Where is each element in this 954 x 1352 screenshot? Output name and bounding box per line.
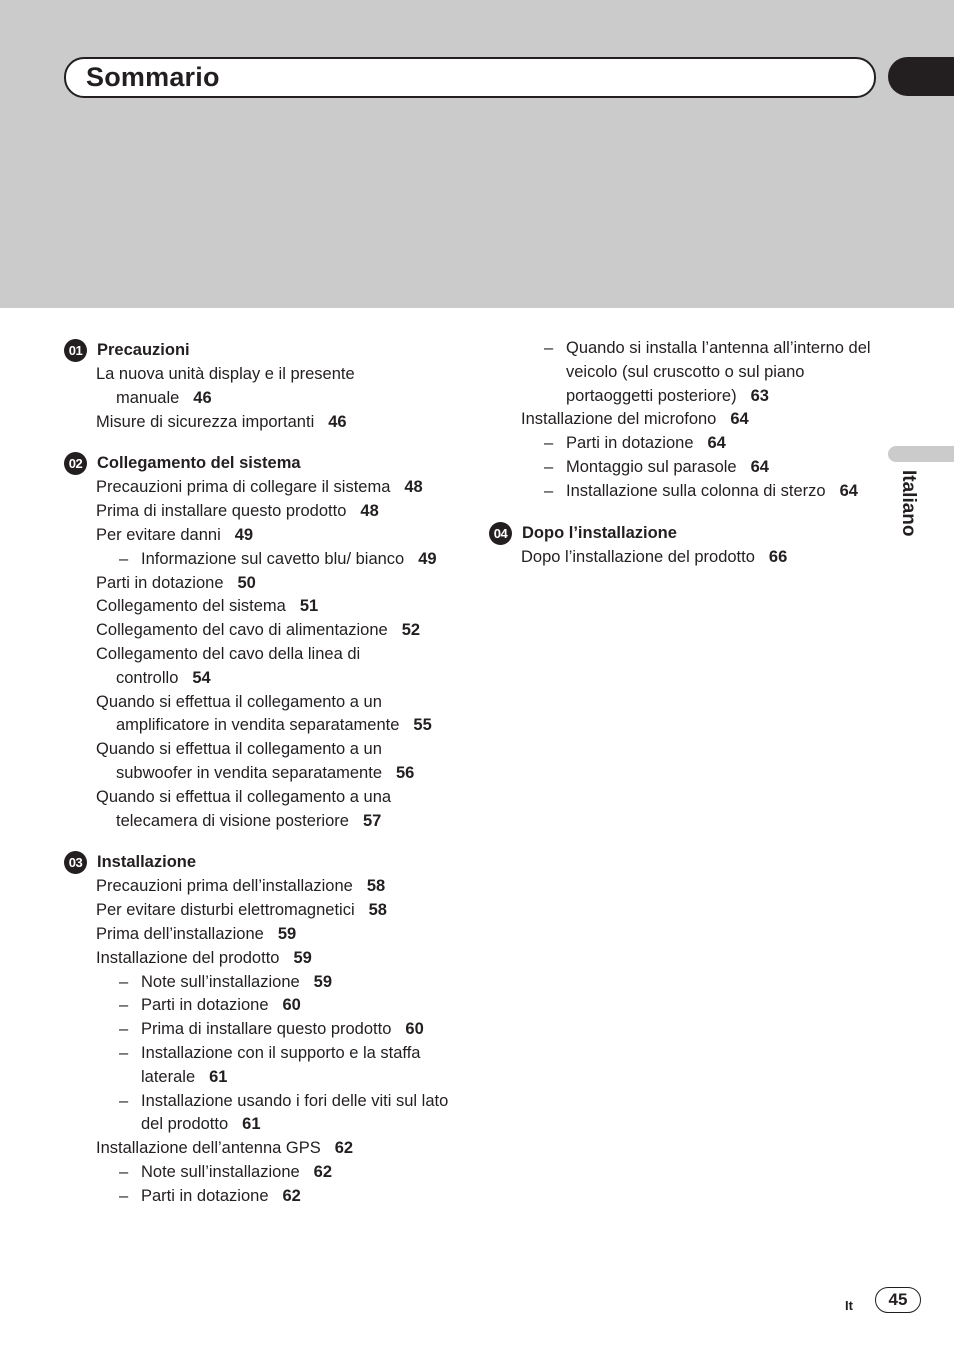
entry-page-number: 49 bbox=[234, 525, 254, 544]
toc-entry[interactable] bbox=[64, 923, 454, 947]
entry-page-number: 64 bbox=[839, 481, 858, 500]
toc-section bbox=[489, 337, 879, 504]
entry-text: Quando si effettua il collegamento a una telecamera di visione posteriore bbox=[96, 787, 392, 830]
entry-page-number: 63 bbox=[750, 386, 769, 405]
entry-page-number: 48 bbox=[360, 502, 379, 521]
entry-text: Collegamento del cavo di alimentazione bbox=[96, 621, 388, 640]
entry-text: Installazione con il supporto e la staffa laterale bbox=[141, 1043, 421, 1086]
entry-page-number: 46 bbox=[328, 412, 347, 431]
dash-bullet: – bbox=[544, 457, 554, 476]
section-number-badge: 01 bbox=[64, 339, 87, 362]
toc-entry[interactable] bbox=[64, 524, 454, 548]
entry-page-number: 60 bbox=[405, 1020, 424, 1039]
toc-section bbox=[64, 337, 454, 434]
entry-page-number: 62 bbox=[313, 1162, 333, 1181]
entry-page-number: 46 bbox=[193, 388, 212, 407]
toc-entry[interactable] bbox=[489, 456, 879, 480]
section-heading[interactable] bbox=[64, 450, 454, 476]
toc-entry[interactable] bbox=[64, 994, 454, 1018]
entry-page-number: 59 bbox=[293, 948, 312, 967]
dash-bullet: – bbox=[119, 1186, 129, 1205]
entry-text: Quando si installa l’antenna all’interno del veicolo (sul cruscotto o sul piano portaoggetti posteriore) bbox=[566, 339, 871, 405]
toc-section bbox=[64, 450, 454, 833]
toc-entry[interactable] bbox=[64, 1090, 454, 1138]
toc-entry[interactable] bbox=[64, 643, 454, 691]
entry-page-number: 59 bbox=[313, 972, 333, 991]
language-label: Italiano bbox=[898, 470, 919, 537]
toc-entry[interactable] bbox=[64, 363, 454, 411]
language-tab bbox=[888, 446, 954, 462]
entry-page-number: 64 bbox=[730, 410, 749, 429]
dash-bullet: – bbox=[119, 549, 129, 568]
entry-text: Parti in dotazione bbox=[141, 1186, 269, 1205]
entry-text: Note sull’installazione bbox=[141, 1162, 300, 1181]
entry-text: Quando si effettua il collegamento a un subwoofer in vendita separatamente bbox=[96, 740, 382, 782]
entry-text: Prima dell’installazione bbox=[96, 924, 264, 943]
dash-bullet: – bbox=[119, 1091, 129, 1110]
toc-entry[interactable] bbox=[64, 1161, 454, 1185]
toc-entry[interactable] bbox=[64, 691, 454, 739]
entry-text: Note sull’installazione bbox=[141, 972, 300, 991]
entry-text: Parti in dotazione bbox=[566, 434, 694, 453]
entry-text: Per evitare disturbi elettromagnetici bbox=[96, 901, 355, 920]
toc-entry[interactable] bbox=[64, 1185, 454, 1209]
dash-bullet: – bbox=[544, 434, 554, 453]
toc-entry[interactable] bbox=[489, 480, 879, 504]
entry-page-number: 56 bbox=[396, 763, 415, 782]
entry-text: Parti in dotazione bbox=[141, 996, 269, 1015]
entry-page-number: 66 bbox=[768, 547, 788, 566]
entry-text: Precauzioni prima di collegare il sistema bbox=[96, 478, 391, 497]
toc-entry[interactable] bbox=[64, 1018, 454, 1042]
toc-entry[interactable] bbox=[64, 1137, 454, 1161]
entry-page-number: 64 bbox=[750, 457, 769, 476]
section-title: Collegamento del sistema bbox=[97, 454, 301, 473]
toc-entry[interactable] bbox=[64, 875, 454, 899]
page-title: Sommario bbox=[86, 62, 220, 92]
entry-text: Collegamento del sistema bbox=[96, 597, 286, 616]
entry-page-number: 61 bbox=[209, 1067, 228, 1086]
section-tab-marker bbox=[888, 57, 954, 96]
toc-entry[interactable] bbox=[64, 738, 454, 786]
toc-entry[interactable] bbox=[64, 899, 454, 923]
toc-section bbox=[64, 849, 454, 1208]
section-title: Precauzioni bbox=[97, 341, 190, 359]
toc-section bbox=[489, 520, 879, 570]
toc-entry[interactable] bbox=[489, 337, 879, 408]
entry-page-number: 52 bbox=[401, 621, 421, 640]
toc-column-right bbox=[489, 337, 879, 585]
toc-column-left bbox=[64, 337, 454, 1225]
toc-entry[interactable] bbox=[489, 432, 879, 456]
entry-page-number: 59 bbox=[277, 924, 297, 943]
entry-page-number: 57 bbox=[362, 811, 382, 830]
entry-page-number: 55 bbox=[413, 716, 432, 735]
toc-entry[interactable] bbox=[64, 1042, 454, 1090]
entry-page-number: 48 bbox=[404, 478, 423, 497]
entry-page-number: 64 bbox=[707, 434, 726, 453]
entry-text: Prima di installare questo prodotto bbox=[141, 1020, 392, 1039]
header-band bbox=[0, 0, 954, 308]
entry-page-number: 62 bbox=[282, 1186, 301, 1205]
entry-text: Precauzioni prima dell’installazione bbox=[96, 877, 353, 896]
entry-text: La nuova unità display e il presente manuale bbox=[96, 365, 355, 407]
section-number-badge: 04 bbox=[489, 522, 512, 545]
section-heading[interactable] bbox=[64, 337, 454, 363]
section-heading[interactable] bbox=[489, 520, 879, 546]
entry-text: Misure di sicurezza importanti bbox=[96, 412, 315, 431]
entry-text: Installazione del prodotto bbox=[96, 948, 280, 967]
entry-page-number: 50 bbox=[237, 573, 256, 592]
entry-page-number: 51 bbox=[299, 597, 319, 616]
section-number-badge: 03 bbox=[64, 851, 87, 874]
entry-text: Installazione dell’antenna GPS bbox=[96, 1139, 321, 1158]
section-title: Installazione bbox=[97, 853, 197, 872]
toc-entry[interactable] bbox=[489, 408, 879, 432]
entry-text: Dopo l’installazione del prodotto bbox=[521, 547, 755, 566]
toc-entry[interactable] bbox=[64, 411, 454, 435]
toc-entry[interactable] bbox=[489, 546, 879, 570]
toc-entry[interactable] bbox=[64, 548, 454, 572]
toc-entry[interactable] bbox=[64, 476, 454, 500]
dash-bullet: – bbox=[119, 996, 129, 1015]
entry-text: Prima di installare questo prodotto bbox=[96, 502, 347, 521]
entry-page-number: 54 bbox=[192, 668, 211, 687]
dash-bullet: – bbox=[119, 972, 129, 991]
dash-bullet: – bbox=[119, 1162, 129, 1181]
entry-page-number: 62 bbox=[334, 1139, 354, 1158]
footer-page-number: 45 bbox=[875, 1287, 921, 1313]
footer-language-code: It bbox=[845, 1298, 853, 1313]
entry-text: Installazione sulla colonna di sterzo bbox=[566, 481, 826, 500]
entry-text: Installazione usando i fori delle viti sul lato del prodotto bbox=[141, 1091, 449, 1134]
toc-entry[interactable] bbox=[64, 572, 454, 596]
toc-entry[interactable] bbox=[64, 971, 454, 995]
entry-text: Parti in dotazione bbox=[96, 573, 224, 592]
entry-page-number: 58 bbox=[368, 901, 387, 920]
toc-entry[interactable] bbox=[64, 500, 454, 524]
title-frame bbox=[64, 57, 876, 98]
entry-page-number: 49 bbox=[418, 549, 437, 568]
entry-text: Collegamento del cavo della linea di controllo bbox=[96, 644, 361, 687]
dash-bullet: – bbox=[544, 481, 554, 500]
toc-entry[interactable] bbox=[64, 619, 454, 643]
entry-text: Montaggio sul parasole bbox=[566, 457, 737, 476]
section-title: Dopo l’installazione bbox=[522, 523, 677, 542]
entry-text: Informazione sul cavetto blu/ bianco bbox=[141, 549, 405, 568]
dash-bullet: – bbox=[119, 1020, 129, 1039]
toc-entry[interactable] bbox=[64, 595, 454, 619]
entry-page-number: 61 bbox=[242, 1115, 261, 1134]
entry-page-number: 58 bbox=[366, 877, 386, 896]
entry-text: Quando si effettua il collegamento a un amplificatore in vendita separatamente bbox=[96, 692, 400, 735]
dash-bullet: – bbox=[544, 339, 554, 357]
entry-text: Per evitare danni bbox=[96, 525, 221, 544]
entry-text: Installazione del microfono bbox=[521, 410, 717, 429]
section-heading[interactable] bbox=[64, 849, 454, 875]
toc-entry[interactable] bbox=[64, 786, 454, 834]
dash-bullet: – bbox=[119, 1043, 129, 1062]
toc-entry[interactable] bbox=[64, 947, 454, 971]
entry-page-number: 60 bbox=[282, 996, 301, 1015]
section-number-badge: 02 bbox=[64, 452, 87, 475]
